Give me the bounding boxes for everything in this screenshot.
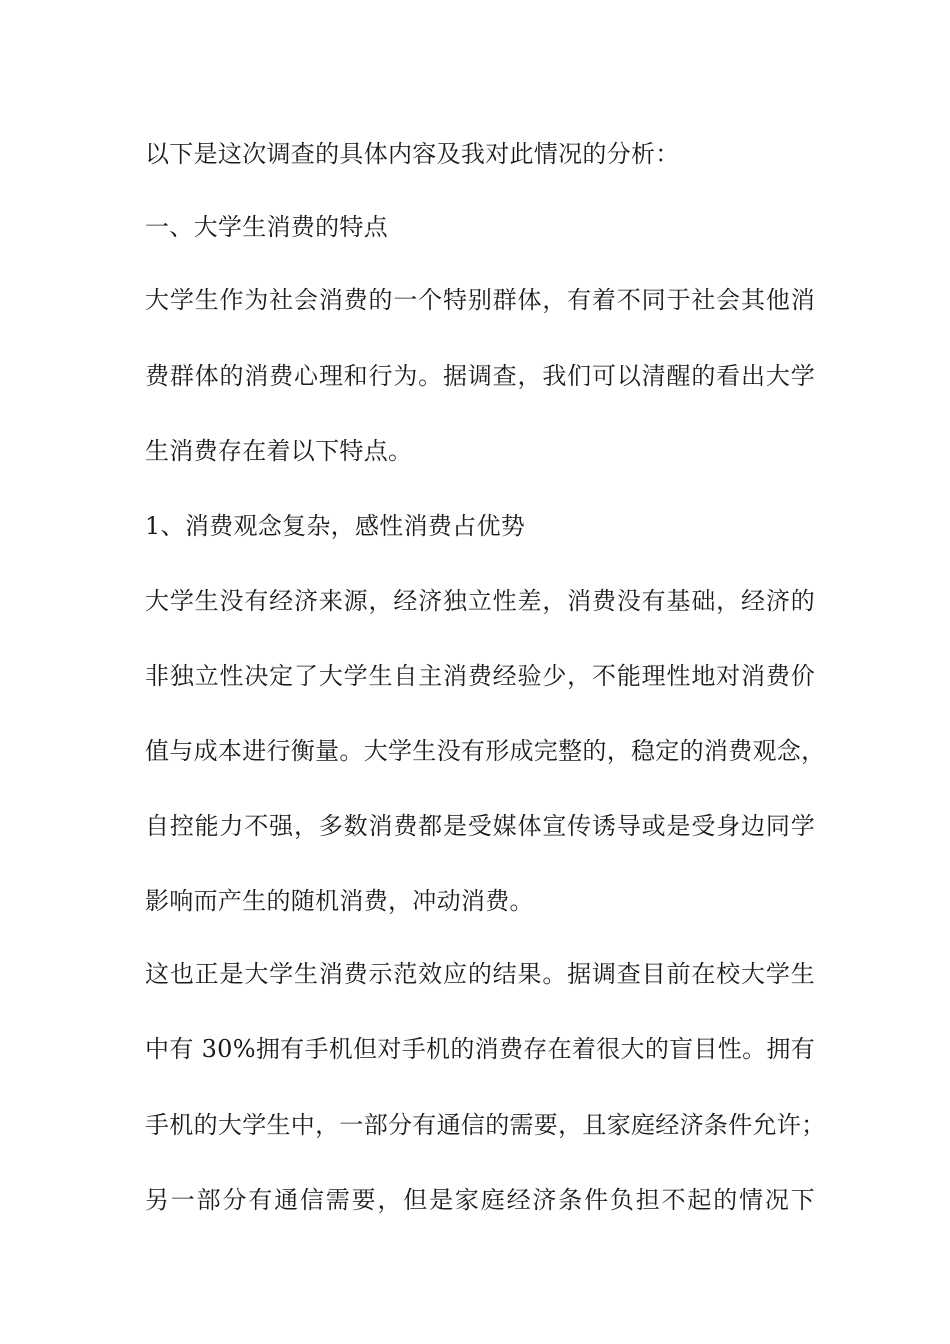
text-line: 大学生作为社会消费的一个特别群体，有着不同于社会其他消 <box>145 286 815 314</box>
text-line: 这也正是大学生消费示范效应的结果。据调查目前在校大学生 <box>145 960 815 988</box>
text-line: 值与成本进行衡量。大学生没有形成完整的，稳定的消费观念， <box>145 737 826 765</box>
text-line: 非独立性决定了大学生自主消费经验少，不能理性地对消费价 <box>145 662 815 690</box>
section-heading: 一、大学生消费的特点 <box>145 213 388 241</box>
subsection-heading: 1、消费观念复杂，感性消费占优势 <box>145 512 526 540</box>
text-line: 大学生没有经济来源，经济独立性差，消费没有基础，经济的 <box>145 587 815 615</box>
text-line: 另一部分有通信需要，但是家庭经济条件负担不起的情况下 <box>145 1186 815 1214</box>
text-line: 自控能力不强，多数消费都是受媒体宣传诱导或是受身边同学 <box>145 812 815 840</box>
text-line: 生消费存在着以下特点。 <box>145 437 413 465</box>
text-line: 影响而产生的随机消费，冲动消费。 <box>145 887 534 915</box>
text-line: 手机的大学生中，一部分有通信的需要，且家庭经济条件允许； <box>145 1111 826 1139</box>
text-line: 中有 30%拥有手机但对手机的消费存在着很大的盲目性。拥有 <box>145 1035 815 1063</box>
text-line: 以下是这次调查的具体内容及我对此情况的分析： <box>145 140 680 168</box>
text-line: 费群体的消费心理和行为。据调查，我们可以清醒的看出大学 <box>145 362 815 390</box>
